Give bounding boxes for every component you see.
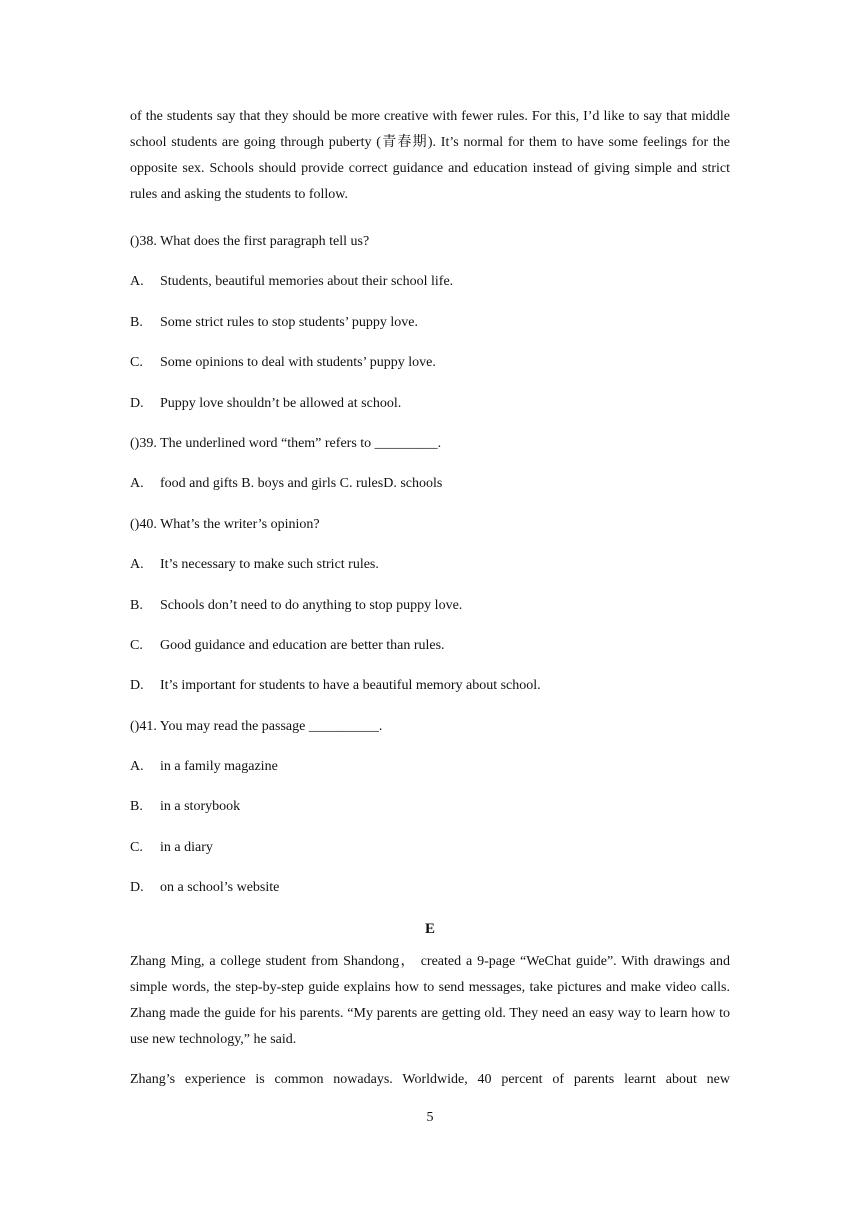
option-letter: D. <box>130 678 144 694</box>
option-41-d <box>130 868 730 908</box>
option-40-d <box>130 666 730 706</box>
option-letter: C. <box>130 355 143 371</box>
option-letter: C. <box>130 637 143 653</box>
page-content <box>130 104 730 1093</box>
option-40-a <box>130 545 730 585</box>
option-40-b <box>130 586 730 626</box>
section-e-title: E <box>424 920 435 937</box>
option-text: Good guidance and education are better than rules. <box>160 637 445 653</box>
option-letter: D. <box>130 395 144 411</box>
option-letter: D. <box>130 880 144 896</box>
option-text: Some opinions to deal with students’ puppy love. <box>160 355 436 371</box>
option-text: Schools don’t need to do anything to stop puppy love. <box>160 597 463 613</box>
option-letter: A. <box>130 274 144 290</box>
option-letter: B. <box>130 597 143 613</box>
option-text: on a school’s website <box>160 880 280 896</box>
question-40-stem: ()40. What’s the writer’s opinion? <box>130 516 320 532</box>
option-39-a <box>130 464 730 504</box>
option-38-b <box>130 303 730 343</box>
option-41-c <box>130 828 730 868</box>
option-text: in a diary <box>160 839 213 855</box>
question-38-stem: ()38. What does the first paragraph tell us? <box>130 234 370 249</box>
section-e-paragraph-2: Zhang’s experience is common nowadays. Worldwide, 40 percent of parents learnt about new <box>130 1071 730 1087</box>
option-41-b <box>130 787 730 827</box>
option-text: It’s important for students to have a beautiful memory about school. <box>160 678 541 694</box>
page-number: 5 <box>426 1110 434 1125</box>
question-39-stem: ()39. The underlined word “them” refers to _________. <box>130 435 442 451</box>
option-letter: A. <box>130 759 144 775</box>
option-letter: B. <box>130 799 143 815</box>
option-text: food and gifts B. boys and girls C. rulesD. schools <box>160 476 443 492</box>
option-letter: A. <box>130 476 144 492</box>
option-38-c <box>130 343 730 383</box>
passage-paragraph: of the students say that they should be more creative with fewer rules. For this, I’d like to say that middle school students are going through puberty (青春期). It’s normal for them to have some feelings for the opposite sex. Schools should provide correct guidance and education instead of giving simple and strict rules and asking the students to follow. <box>130 109 730 202</box>
option-text: in a family magazine <box>160 759 278 775</box>
question-41-stem: ()41. You may read the passage __________. <box>130 718 383 734</box>
section-e-paragraph-1: Zhang Ming, a college student from Shandong， created a 9-page “WeChat guide”. With drawings and simple words, the step-by-step guide explains how to send messages, take pictures and make video calls. Zhang made the guide for his parents. “My parents are getting old. They need an easy way to learn how to use new technology,” he said. <box>130 953 730 1047</box>
option-41-a <box>130 747 730 787</box>
option-text: Some strict rules to stop students’ puppy love. <box>160 314 418 330</box>
option-letter: B. <box>130 314 143 330</box>
option-40-c <box>130 626 730 666</box>
option-text: It’s necessary to make such strict rules. <box>160 557 379 573</box>
option-text: Students, beautiful memories about their school life. <box>160 274 454 290</box>
option-letter: A. <box>130 557 144 573</box>
option-text: in a storybook <box>160 799 241 815</box>
option-38-a <box>130 262 730 302</box>
option-38-d <box>130 384 730 424</box>
option-letter: C. <box>130 839 143 855</box>
option-text: Puppy love shouldn’t be allowed at school. <box>160 395 402 411</box>
